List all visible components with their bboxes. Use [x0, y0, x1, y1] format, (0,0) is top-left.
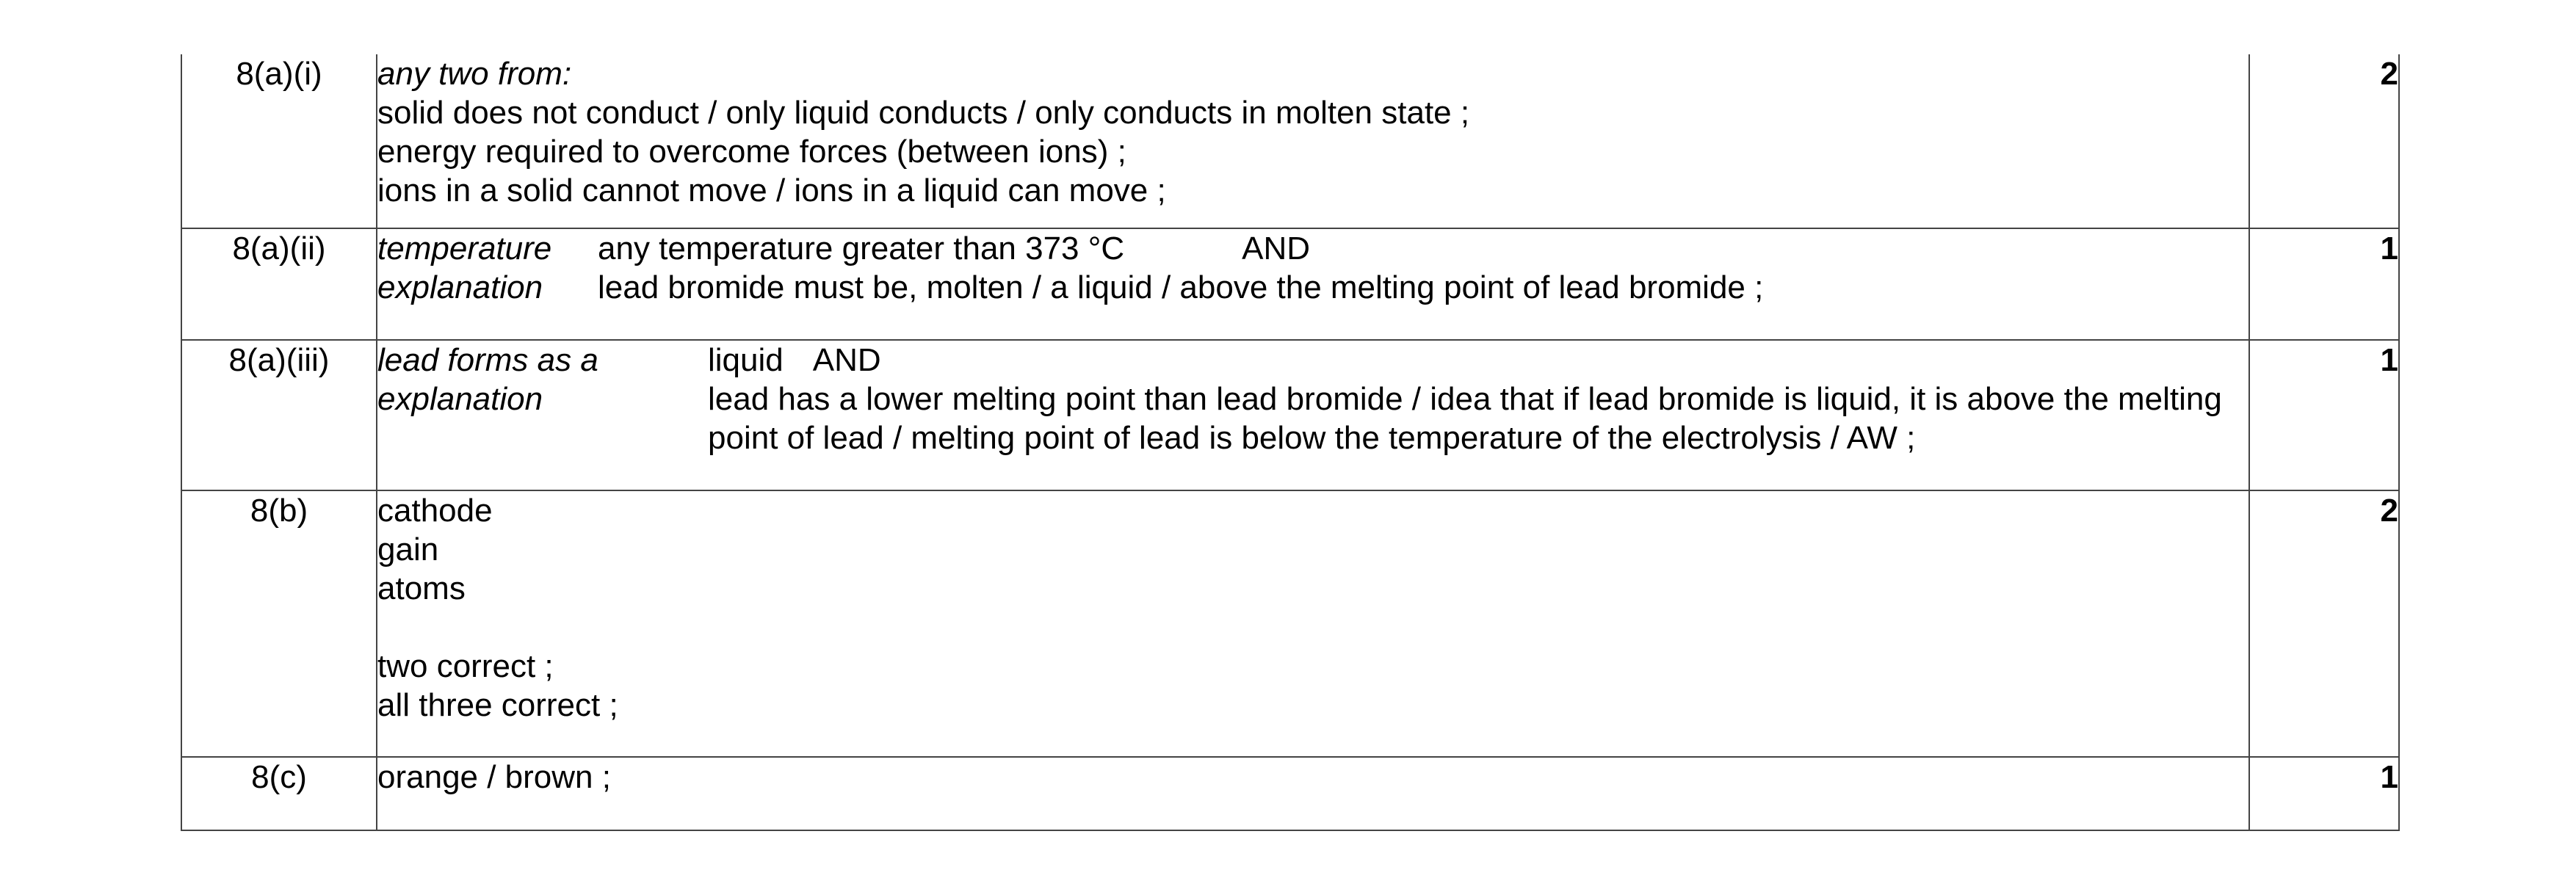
spacer [377, 608, 2248, 647]
marks-value: 2 [2249, 54, 2399, 228]
answer-word: cathode [377, 493, 493, 529]
table-row [181, 490, 2399, 757]
lead-forms-line [377, 341, 2248, 380]
marking-criterion: two correct ; [377, 648, 554, 684]
mark-scheme-table [181, 54, 2400, 831]
marking-criterion: all three correct ; [377, 687, 618, 723]
lead-forms-label: lead forms as a [377, 342, 598, 378]
question-number: 8(a)(ii) [181, 228, 377, 340]
question-number: 8(c) [181, 757, 377, 830]
lead-forms-text: liquid [708, 342, 784, 378]
temperature-text: any temperature greater than 373 °C [598, 231, 1125, 266]
answer-line: orange / brown ; [377, 759, 611, 795]
temperature-label: temperature [377, 231, 552, 266]
question-number: 8(b) [181, 490, 377, 757]
marks-value: 2 [2249, 490, 2399, 757]
explanation-text: lead bromide must be, molten / a liquid / above the melting point of lead bromide ; [598, 269, 1764, 305]
question-number: 8(a)(iii) [181, 340, 377, 490]
answer-intro: any two from: [377, 56, 572, 92]
table-row [181, 228, 2399, 340]
answer-word: atoms [377, 570, 466, 606]
table-row [181, 757, 2399, 830]
explanation-label: explanation [377, 381, 543, 417]
table-row [181, 340, 2399, 490]
explanation-line [377, 268, 2248, 307]
mark-scheme-page [181, 54, 2398, 831]
explanation-line [377, 380, 2248, 457]
answer-line: solid does not conduct / only liquid conducts / only conducts in molten state ; [377, 95, 1470, 131]
answer-line: ions in a solid cannot move / ions in a liquid can move ; [377, 173, 1166, 209]
explanation-label: explanation [377, 269, 543, 305]
marks-value: 1 [2249, 228, 2399, 340]
question-number: 8(a)(i) [181, 54, 377, 228]
answer-cell [377, 340, 2249, 490]
answer-cell [377, 54, 2249, 228]
marks-value: 1 [2249, 757, 2399, 830]
and-connector: AND [812, 342, 881, 378]
explanation-text: lead has a lower melting point than lead bromide / idea that if lead bromide is liquid, it is above the melting point of lead / melting point of lead is below the temperature of the electrolysis / AW ; [708, 381, 2222, 456]
answer-cell [377, 490, 2249, 757]
answer-cell [377, 757, 2249, 830]
answer-cell [377, 228, 2249, 340]
temperature-line [377, 229, 2248, 268]
marks-value: 1 [2249, 340, 2399, 490]
answer-line: energy required to overcome forces (between ions) ; [377, 134, 1126, 170]
answer-word: gain [377, 532, 439, 568]
and-connector: AND [1242, 231, 1311, 266]
table-row [181, 54, 2399, 228]
